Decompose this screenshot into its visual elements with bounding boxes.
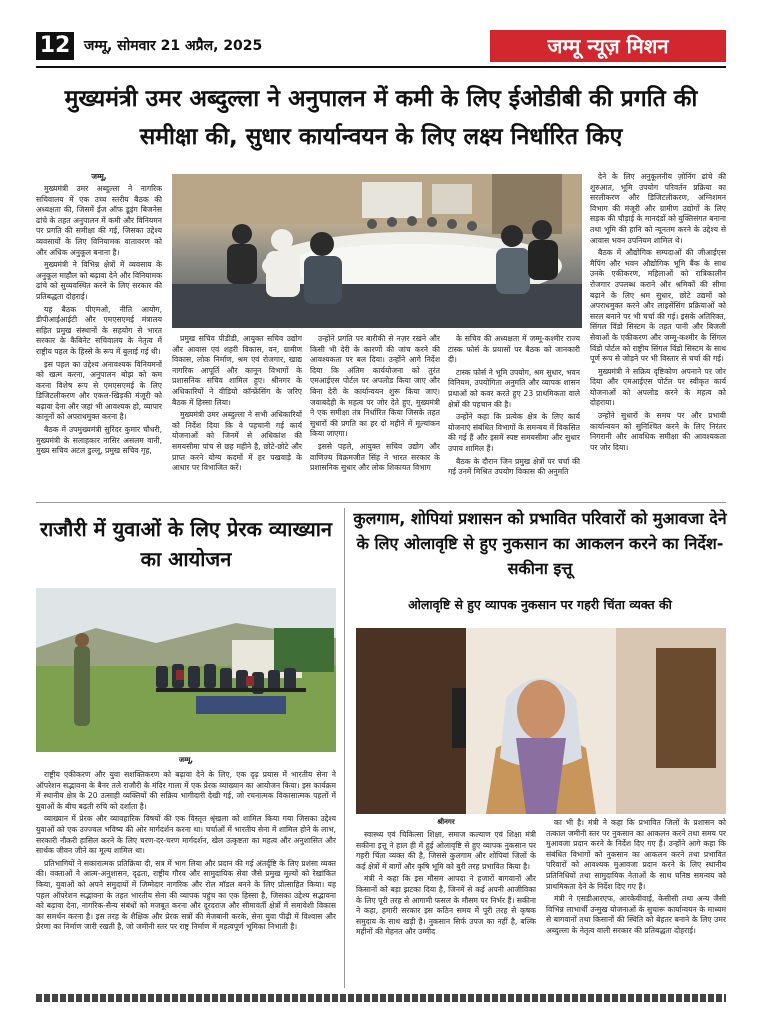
paragraph: यह बैठक पीएमओ, नीति आयोग, डीपीआईआईटी और एमएसएमई मंत्रालय सहित प्रमुख संस्थानों के सहयोग से भारत सरकार के कैबिनेट सचिवालय के नेतृत्व में राष्ट्रीय पहल के हिस्से के रूप में बुलाई गई थी। [36, 304, 162, 356]
paragraph: उन्होंने कहा कि प्रत्येक क्षेत्र के लिए कार्य योजनाएं संबंधित विभागों के समन्वय में विकसित की गई हैं और इसमें स्पष्ट समयसीमा और सुधार उपाय शामिल हैं। [448, 412, 580, 453]
story3-headline: कुलगाम, शोपियां प्रशासन को प्रभावित परिवारों को मुआवजा देने के लिए ओलावृष्टि से हुए नुकसान का आकलन करने का निर्देश-सकीना इत्तू [353, 509, 727, 578]
lead-headline: मुख्यमंत्री उमर अब्दुल्ला ने अनुपालन में कमी के लिए ईओडीबी की प्रगति की समीक्षा की, सुधार कार्यान्वयन के लिए लक्ष्य निर्धारित किए [64, 86, 698, 150]
meeting-photo-illustration [172, 174, 582, 328]
minister-photo [356, 628, 726, 814]
paragraph: मंत्री ने एसडीआरएफ, आरकेवीवाई, केसीसी तथा अन्य जैसी विभिन्न लाभार्थी उन्मुख योजनाओं के सुचारू कार्यान्वयन के माध्यम से बागवानों तथा किसानों की स्थिति को बेहतर बनाने के लिए उमर अब्दुल्ला के नेतृत्व वाली सरकार की प्रतिबद्धता दोहराई। [546, 894, 726, 935]
paragraph: मुख्यमंत्री ने विभिन्न क्षेत्रों में व्यवसाय के अनुकूल माहौल को बढ़ावा देने और विनियामक ढांचे को सुव्यवस्थित करने के लिए सरकार की प्रतिबद्धता दोहराई। [36, 260, 162, 301]
minister-photo-illustration [356, 628, 726, 814]
story1-column-2 [172, 334, 302, 498]
paragraph: मुख्यमंत्री उमर अब्दुल्ला ने सभी अधिकारियों को निर्देश दिया कि वे पहचानी गई कार्य योजनाओं को जिनमें से अधिकांश की समयसीमा पांच से छह महीने है, छोटे-छोटे और प्राप्त करने योग्य कदमों में हर पखवाड़े के आधार पर विभाजित करें। [172, 410, 302, 473]
column-divider [344, 508, 345, 988]
paragraph: स्वास्थ्य एवं चिकित्सा शिक्षा, समाज कल्याण एवं शिक्षा मंत्री सकीना इत्तू ने हाल ही में हुई ओलावृष्टि से हुए व्यापक नुकसान पर गहरी चिंता व्यक्त की है, जिससे कुलगाम और शोपियां जिलों के कई क्षेत्रों में बागों और कृषि भूमि को बुरी तरह प्रभावित किया है। [356, 830, 536, 871]
paragraph: टास्क फोर्स ने भूमि उपयोग, श्रम सुधार, भवन विनियम, उपयोगिता अनुमति और व्यापक शासन प्रथाओं को कवर करते हुए 23 प्राथमिकता वाले क्षेत्रों की पहचान की है। [448, 367, 580, 409]
paragraph: मंत्री ने कहा कि इस मौसम आपदा ने हजारों बागवानों और किसानों को बड़ा झटका दिया है, जिनमें से कई अपनी आजीविका के लिए पूरी तरह से आगामी फसल के मौसम पर निर्भर हैं। सकीना ने कहा, हमारी सरकार इस कठिन समय में पूरी तरह से कृषक समुदाय के साथ खड़ी है। नुकसान सिर्फ उपज का नहीं है, बल्कि महीनों की मेहनत और उम्मीद [356, 874, 536, 937]
story2-headline: राजौरी में युवाओं के लिए प्रेरक व्याख्यान का आयोजन [39, 517, 333, 571]
section-divider [36, 502, 726, 503]
story3-dateline: श्रीनगर [437, 818, 455, 826]
paragraph: बैठक के दौरान जिन प्रमुख क्षेत्रों पर चर्चा की गई उनमें मिश्रित उपयोग विकास की अनुमति [448, 456, 580, 477]
paragraph: प्रतिभागियों ने सकारात्मक प्रतिक्रिया दी, सत्र में भाग लिया और प्रदान की गई अंतर्दृष्टि के लिए प्रशंसा व्यक्त की। वक्ताओं ने आत्म-अनुशासन, दृढ़ता, राष्ट्रीय गौरव और सामुदायिक सेवा जैसे प्रमुख मूल्यों को रेखांकित किया, युवाओं को अपने समुदायों में जिम्मेदार नागरिक और रोल मॉडल बनने के लिए प्रोत्साहित किया। यह पहल ऑपरेशन सद्भावना के तहत भारतीय सेना की व्यापक पहुंच का एक हिस्सा है, जिसका उद्देश्य सद्भावना को बढ़ावा देना, नागरिक-सैन्य संबंधों को मजबूत करना और दूरदराज और सीमावर्ती क्षेत्रों में समावेशी विकास का समर्थन करना है। इस तरह के शैक्षिक और प्रेरक सत्रों की मेजबानी करके, सेना युवा पीढ़ी में विश्वास और प्रेरणा का निर्माण जारी रखती है, जो जमीनी स्तर पर राष्ट्र निर्माण में महत्वपूर्ण भूमिका निभाती है। [36, 858, 336, 932]
paragraph: प्रमुख सचिव पीडीडी, आयुक्त सचिव उद्योग और आवास एवं शहरी विकास, वन, ग्रामीण विकास, लोक निर्माण, श्रम एवं रोजगार, खाद्य नागरिक आपूर्ति और कानून विभागों के प्रशासनिक सचिव शामिल हुए। श्रीनगर के अधिकारियों ने वीडियो कॉन्फ्रेंसिंग के जरिए बैठक में हिस्सा लिया। [172, 334, 302, 407]
paragraph: राष्ट्रीय एकीकरण और युवा सशक्तिकरण को बढ़ावा देने के लिए, एक दृढ़ प्रयास में भारतीय सेना ने ऑपरेशन सद्भावना के बैनर तले राजौरी के मंदिर गाला में एक प्रेरक व्याख्यान का आयोजन किया। इस कार्यक्रम में स्थानीय क्षेत्र के 20 उत्साही व्यक्तियों की सक्रिय भागीदारी देखी गई, जो रचनात्मक विकासात्मक पहलों में युवाओं के बीच बढ़ती रुचि को दर्शाता है। [36, 770, 336, 811]
paragraph: का भी है। मंत्री ने कहा कि प्रभावित जिलों के प्रशासन को तत्काल जमीनी स्तर पर नुकसान का आकलन करने तथा समय पर मुआवजा प्रदान करने के निर्देश दिए गए हैं। उन्होंने आगे कहा कि संबंधित विभागों को नुकसान का आकलन करने तथा प्रभावित परिवारों को आवश्यक मुआवजा प्रदान करने के लिए स्थानीय प्रतिनिधियों तथा सामुदायिक नेताओं के साथ घनिष्ठ समन्वय को प्राथमिकता देने के निर्देश दिए गए हैं। [546, 818, 726, 891]
paragraph: इससे पहले, आयुक्त सचिव उद्योग और वाणिज्य विक्रमजीत सिंह ने भारत सरकार के प्रशासनिक सुधार और लोक शिकायत विभाग [310, 441, 440, 473]
story2-body [36, 770, 336, 988]
paragraph: उन्होंने प्रगति पर बारीकी से नज़र रखने और किसी भी देरी के कारणों की जांच करने की आवश्यकता पर बल दिया। उन्होंने आगे निर्देश दिया कि अंतिम कार्ययोजना को तुरंत एमआईएस पोर्टल पर अपलोड किया जाए और बिना देरी के कार्यान्वयन शुरू किया जाए। जवाबदेही के महत्व पर जोर देते हुए, मुख्यमंत्री ने एक समीक्षा तंत्र निर्धारित किया जिसके तहत सुधारों की प्रगति का हर दो महीने में मूल्यांकन किया जाएगा। [310, 334, 440, 439]
paragraph: व्याख्यान में प्रेरक और व्यावहारिक विषयों की एक विस्तृत श्रृंखला को शामिल किया गया जिसका उद्देश्य युवाओं को एक उज्ज्वल भविष्य की ओर मार्गदर्शन करना था। चर्चाओं में भारतीय सेना में शामिल होने के लाभ, सरकारी नौकरी हासिल करने के लिए चरण-दर-चरण मार्गदर्शन, खेल उत्कृष्टता का महत्व और अनुशासित और सार्थक जीवन जीने का मूल्य शामिल था। [36, 814, 336, 856]
paragraph: बैठक में उपमुख्यमंत्री सुरिंदर कुमार चौधरी, मुख्यमंत्री के सलाहकार नासिर असलम वानी, मुख्य सचिव अटल डुल्लू, प्रमुख सचिव गृह, [36, 425, 162, 456]
story1-column-5 [590, 172, 726, 498]
paragraph: के सचिव की अध्यक्षता में जम्मू-कश्मीर राज्य टास्क फोर्स के प्रयासों पर बैठक को जानकारी दी। [448, 334, 580, 365]
paragraph: इस पहल का उद्देश्य अनावश्यक विनियमनों को खत्म करना, अनुपालन बोझ को कम करना विशेष रूप से एमएसएमई के लिए डिजिटलीकरण और एकल-खिड़की मंजूरी को बढ़ावा देना और जहां भी आवश्यक हो, व्यापार कानूनों को अपराधमुक्त करना है। [36, 359, 162, 422]
masthead [0, 0, 758, 62]
paragraph: मुख्यमंत्री ने सक्रिय दृष्टिकोण अपनाने पर जोर दिया और एमआईएस पोर्टल पर स्वीकृत कार्य योजनाओं को अपलोड करने के महत्व को दोहराया। [590, 366, 726, 408]
paragraph: बैठक में औद्योगिक सम्पदाओं की जीआईएस मैपिंग और भवन औद्योगिक भूमि बैंक के साथ उनके एकीकरण, महिलाओं को रात्रिकालीन रोजगार उपलब्ध कराने और श्रमिकों की सीमा बढ़ाने के लिए श्रम सुधार, छोटे उद्यमों को अपराधमुक्त करने और लाइसेंसिंग प्रक्रियाओं को सरल बनाने पर भी चर्चा की गई। इसके अतिरिक्त, सिंगल विंडो सिस्टम के तहत पानी और बिजली सेवाओं के एकीकरण और जम्मू-कश्मीर के सिंगल विंडो पोर्टल को राष्ट्रीय सिंगल विंडो सिस्टम के साथ पूर्ण रूप से जोड़ने पर भी विस्तार से चर्चा की गई। [590, 248, 726, 364]
newspaper-brand: जम्मू न्यूज़ मिशन [490, 30, 726, 62]
paragraph: उन्होंने सुधारों के समय पर और प्रभावी कार्यान्वयन को सुनिश्चित करने के लिए निरंतर निगरानी और आवधिक समीक्षा की आवश्यकता पर जोर दिया। [590, 411, 726, 452]
story2-dateline: जम्मू, [178, 756, 194, 764]
page-footer-bar [36, 994, 726, 1002]
story1-column-3 [310, 334, 440, 498]
story1-column-4 [448, 334, 580, 498]
issue-dateline: जम्मू, सोमवार 21 अप्रैल, 2025 [84, 38, 263, 54]
story1-column-1 [36, 172, 162, 496]
story3-column-1 [356, 830, 536, 988]
story3-subheadline: ओलावृष्टि से हुए व्यापक नुकसान पर गहरी चिंता व्यक्त की [408, 597, 672, 612]
paragraph: देने के लिए अनुकूलनीय ज़ोनिंग ढांचे की शुरुआत, भूमि उपयोग परिवर्तन प्रक्रिया का सरलीकरण और डिजिटलीकरण, अग्निशमन विभाग की मंजूरी और ग्रामीण उद्योगों के लिए सड़क की चौड़ाई के मानदंडों को युक्तिसंगत बनाना तथा भूमि की हानि को न्यूनतम करने के उद्देश्य से आवास भवन उपनियम शामिल थे। [590, 172, 726, 245]
story3-column-2 [546, 818, 726, 988]
rajouri-photo-illustration [36, 588, 336, 752]
page-number: 12 [36, 32, 74, 60]
story1-dateline: जम्मू, [91, 172, 107, 181]
rajouri-event-photo [36, 588, 336, 752]
paragraph: मुख्यमंत्री उमर अब्दुल्ला ने नागरिक सचिवालय में एक उच्च स्तरीय बैठक की अध्यक्षता की, जिसमें ईज ऑफ डूइंग बिजनेस ढांचे के तहत अनुपालन में कमी और विनियमन पर प्रगति की समीक्षा की गई, जिसका उद्देश्य व्यवसायों के लिए विनियामक वातावरण को और अधिक अनुकूल बनाना है। [36, 184, 162, 257]
meeting-photo [172, 174, 582, 328]
masthead-rule [36, 66, 726, 68]
